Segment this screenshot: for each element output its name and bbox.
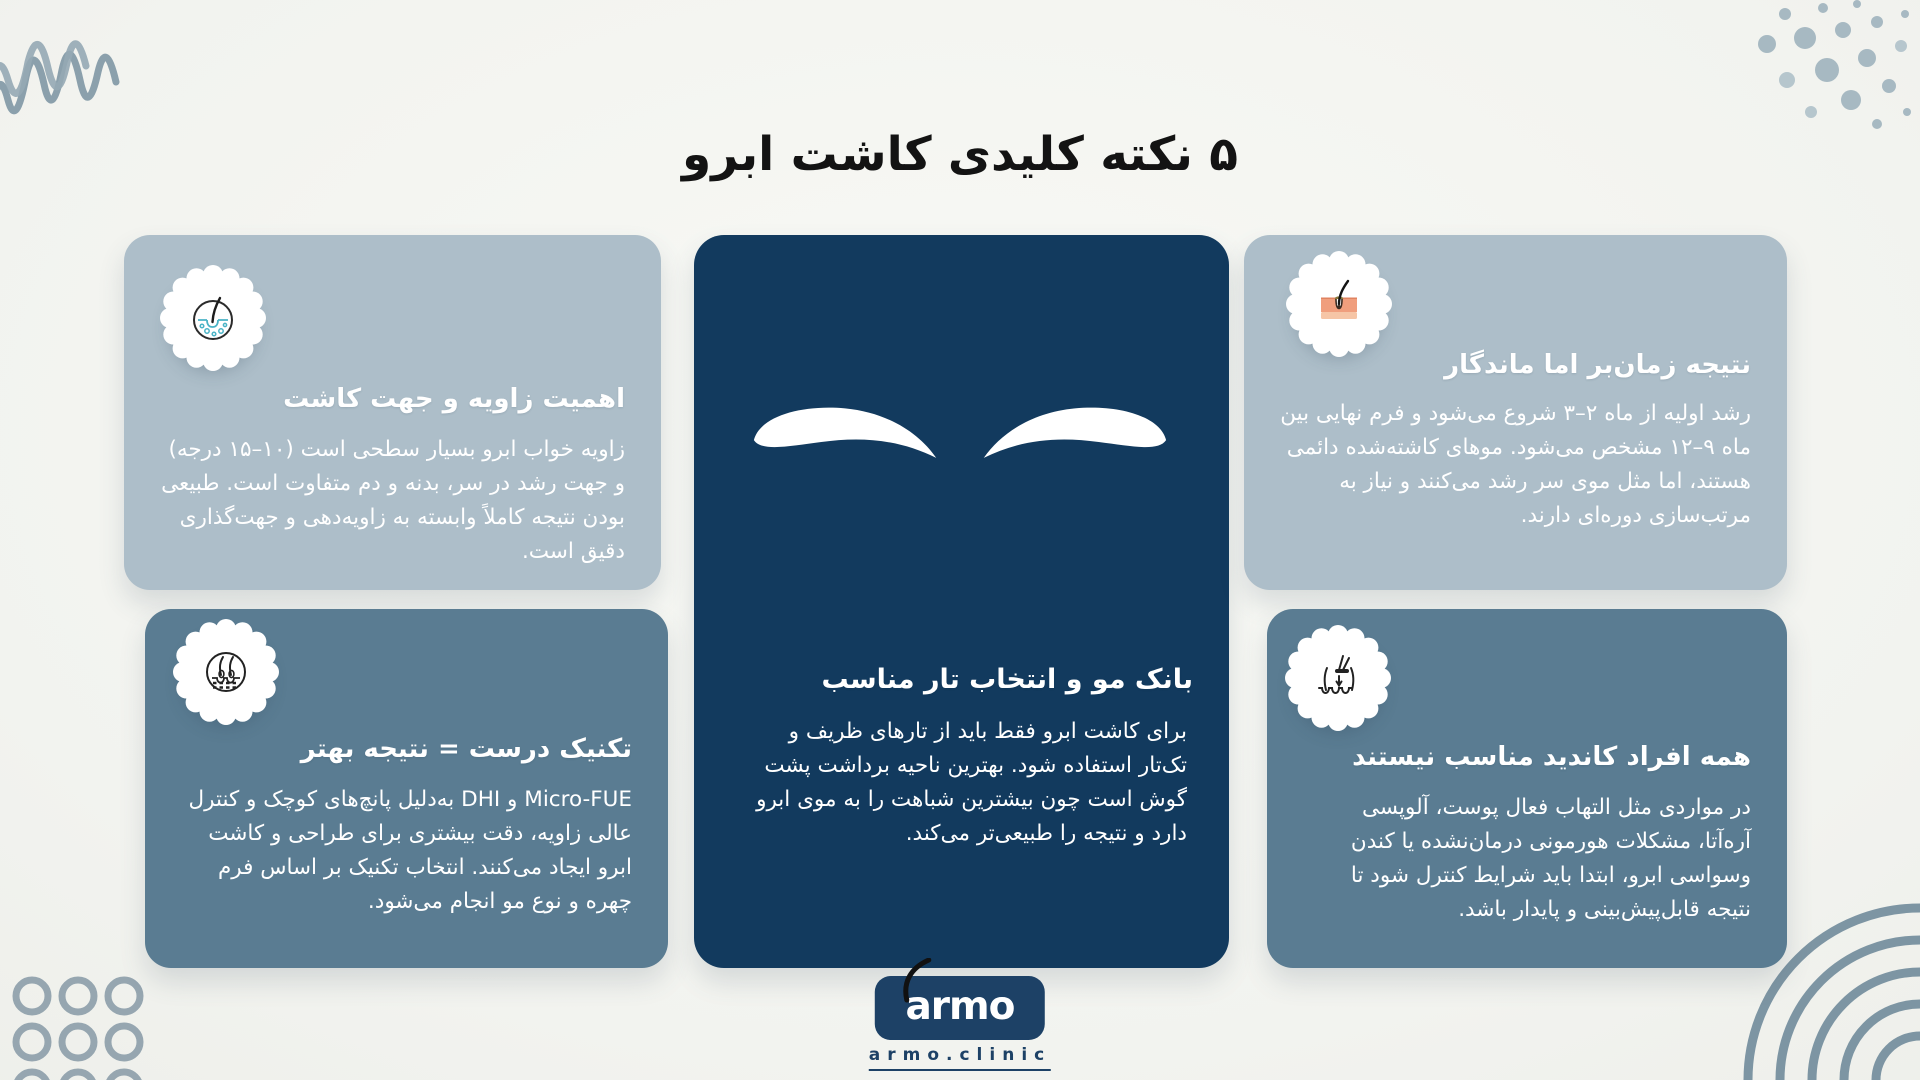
squiggle-scribble-decoration xyxy=(0,22,138,142)
card-angle-body: زاویه خواب ابرو بسیار سطحی است (۱۰–۱۵ درجه) و جهت رشد در سر، بدنه و دم متفاوت است. طبیعی بودن نتیجه کاملاً وابسته به زاویه‌دهی و جهت‌گذاری دقیق است. xyxy=(161,437,625,564)
card-result-heading: نتیجه زمان‌بر اما ماندگار xyxy=(1444,350,1751,380)
page-title: ۵ نکته کلیدی کاشت ابرو xyxy=(682,127,1238,183)
card-candidate-body: در مواردی مثل التهاب فعال پوست، آلوپسی آره‌آتا، مشکلات هورمونی درمان‌نشده یا کندن وسواسی ابرو، ابتدا باید شرایط کنترل شود تا نتیجه قابل‌پیش‌بینی و پایدار باشد. xyxy=(1350,795,1751,922)
armo-logo-box xyxy=(875,976,1045,1040)
icon-badge xyxy=(1296,261,1382,347)
card-candidate-heading: همه افراد کاندید مناسب نیستند xyxy=(1352,742,1751,772)
card-candidate xyxy=(1267,609,1787,968)
card-result-body: رشد اولیه از ماه ۲–۳ شروع می‌شود و فرم نهایی بین ماه ۹–۱۲ مشخص می‌شود. موهای کاشته‌شده دائمی هستند، اما مثل موی سر رشد می‌کنند و نیاز به مرتب‌سازی دوره‌ای دارند. xyxy=(1280,401,1751,528)
card-hairbank-heading: بانک مو و انتخاب تار مناسب xyxy=(821,664,1193,695)
logo-wordmark: armo xyxy=(905,984,1015,1029)
rings-grid-decoration xyxy=(8,972,158,1080)
card-hairbank xyxy=(694,235,1229,968)
card-technique-heading: تکنیک درست = نتیجه بهتر xyxy=(300,734,632,764)
double-follicle-icon xyxy=(199,645,253,699)
icon-badge xyxy=(183,629,269,715)
icon-badge xyxy=(170,275,256,361)
hair-follicle-angle-icon xyxy=(186,291,240,345)
card-technique xyxy=(145,609,668,968)
card-angle-heading: اهمیت زاویه و جهت کاشت xyxy=(283,384,625,414)
card-angle xyxy=(124,235,661,590)
armo-logo xyxy=(869,976,1051,1071)
logo-hair-icon xyxy=(889,958,939,1004)
implanter-pen-icon xyxy=(1311,651,1365,705)
skin-graft-icon xyxy=(1312,277,1366,331)
logo-caption: armo.clinic xyxy=(869,1043,1051,1071)
card-technique-body: Micro-FUE و DHI به‌دلیل پانچ‌های کوچک و کنترل عالی زاویه، دقت بیشتری برای طراحی و کاشت ابرو ایجاد می‌کنند. انتخاب تکنیک بر اساس فرم چهره و نوع مو انجام می‌شود. xyxy=(188,787,632,914)
eyebrows-illustration xyxy=(742,400,1178,496)
icon-badge xyxy=(1295,635,1381,721)
card-hairbank-body: برای کاشت ابرو فقط باید از تارهای ظریف و تک‌تار استفاده شود. بهترین ناحیه برداشت پشت گوش است چون بیشترین شباهت را به موی ابرو دارد و نتیجه را طبیعی‌تر می‌کند. xyxy=(756,719,1187,846)
card-result xyxy=(1244,235,1787,590)
